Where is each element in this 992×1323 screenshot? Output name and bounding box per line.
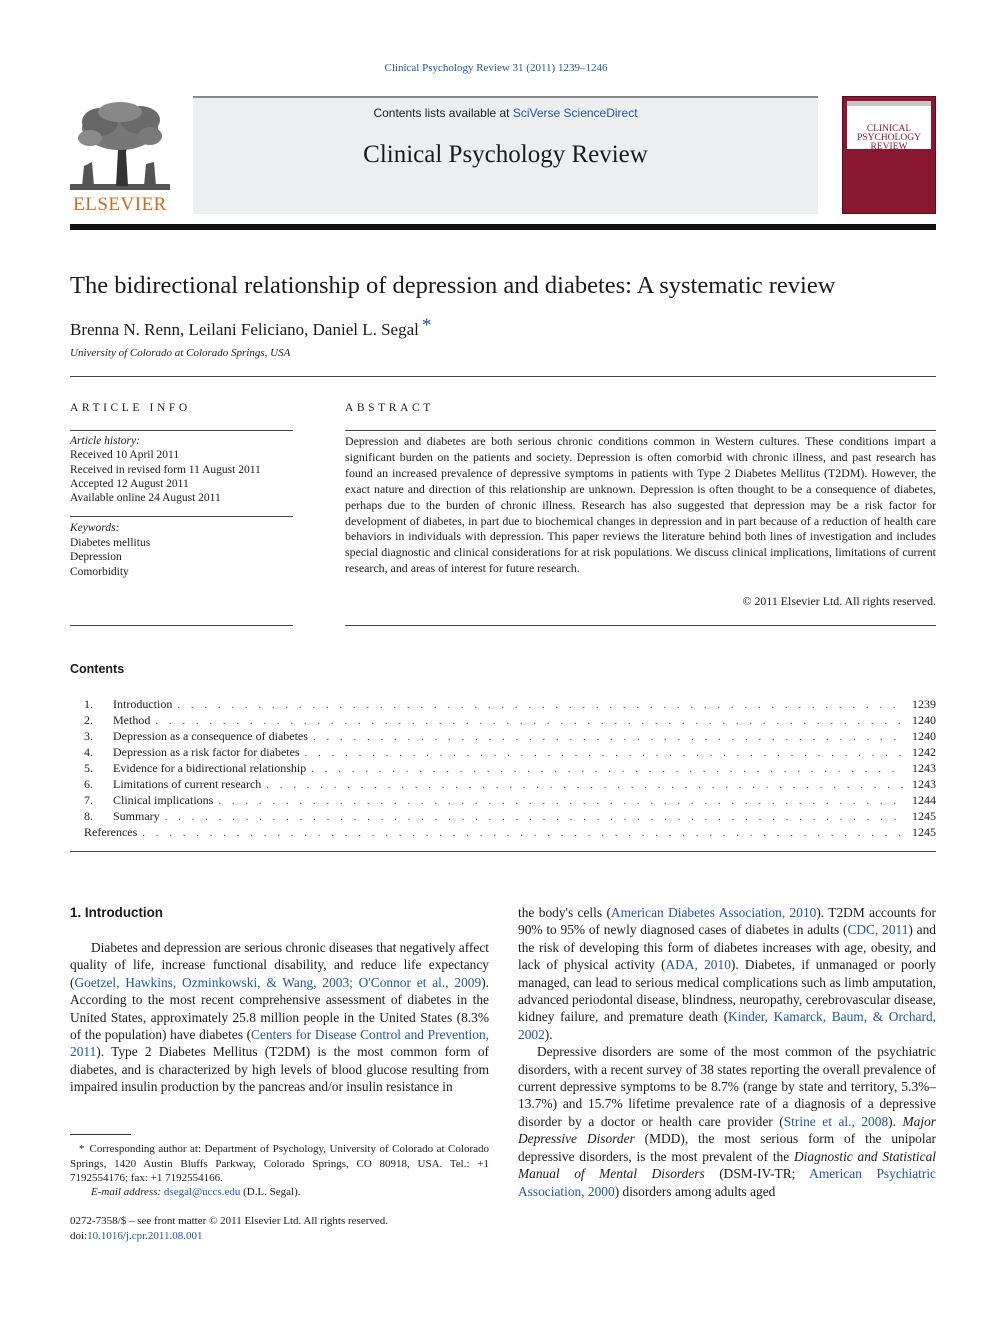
abstract-copyright: © 2011 Elsevier Ltd. All rights reserved.: [742, 594, 936, 608]
citation-link[interactable]: Goetzel, Hawkins, Ozminkowski, & Wang, 2003; O'Connor et al., 2009: [74, 974, 482, 990]
body-column-right: [518, 904, 936, 1200]
doi-line: [70, 1229, 388, 1244]
body-paragraph: [70, 939, 489, 1096]
email-label: E-mail address:: [91, 1186, 162, 1198]
footnote-rule: [70, 1134, 131, 1135]
journal-citation-link[interactable]: Clinical Psychology Review 31 (2011) 1239–1246: [384, 62, 608, 74]
abstract-divider: [345, 430, 936, 431]
toc-label: Method: [113, 713, 151, 727]
toc-label: Evidence for a bidirectional relationship: [113, 761, 307, 775]
toc-page: 1243: [912, 761, 936, 775]
abstract-heading: ABSTRACT: [345, 402, 434, 414]
section-heading-introduction: 1. Introduction: [70, 905, 163, 920]
keyword: Comorbidity: [70, 566, 129, 579]
toc-leader: [311, 763, 903, 775]
corresponding-author-mark[interactable]: *: [421, 315, 432, 336]
journal-cover[interactable]: [842, 96, 936, 214]
info-divider: [70, 516, 293, 517]
citation-link[interactable]: ADA, 2010: [665, 957, 731, 973]
abstract-text: Depression and diabetes are both serious chronic conditions common in Western cultures. These conditions impart a significant burden on the patients and society. Depression is often comorbid with chronic illness, and past research has found an increased prevalence of depressive symptoms in patients with Type 2 Diabetes Mellitus (T2DM). However, the exact nature and direction of this relationship are unknown. Depression is often thought to be a consequence of diabetes, perhaps due to the burden of chronic illness. Research has also suggested that depression may be a risk factor for development of diabetes, in part due to biochemical changes in depression and in part because of a reduction of health care behaviors in individuals with depression. This paper reviews the literature behind both lines of investigation and includes special diagnostic and clinical considerations for at risk populations. We discuss clinical implications, limitations of current research, and areas of interest for future research.: [345, 434, 936, 576]
toc-page: 1244: [912, 793, 936, 807]
citation-link[interactable]: American Diabetes Association, 2010: [610, 905, 817, 920]
toc-entry[interactable]: [84, 697, 936, 713]
keywords-label: Keywords:: [70, 522, 120, 534]
toc-label: Clinical implications: [113, 793, 214, 807]
body-text: ).: [544, 1026, 553, 1042]
authors-text: Brenna N. Renn, Leilani Feliciano, Daniel L. Segal: [70, 320, 419, 339]
toc-leader: [155, 715, 903, 727]
corresponding-author-footnote: [70, 1142, 489, 1186]
history-item: Accepted 12 August 2011: [70, 477, 189, 490]
toc-number: 7.: [84, 793, 93, 807]
toc-entry[interactable]: [84, 729, 936, 745]
history-item: Received 10 April 2011: [70, 449, 180, 462]
toc-page: 1243: [912, 777, 936, 791]
toc-label: Limitations of current research: [113, 777, 262, 791]
issn-line: 0272-7358/$ – see front matter © 2011 Elsevier Ltd. All rights reserved.: [70, 1215, 389, 1227]
toc-number: 2.: [84, 713, 93, 727]
cover-topbar: [847, 101, 931, 106]
body-column-left: [70, 939, 489, 1096]
doi-label: doi:: [70, 1229, 88, 1242]
affiliation-divider: [70, 376, 936, 377]
footnote-mark: *: [79, 1143, 85, 1155]
keyword: Depression: [70, 551, 122, 564]
body-text: ). Diabetes, if unmanaged or poorly managed, can lead to serious medical complications such as limb amputation, advanced periodontal disease, blindness, neuropathy, cerebrovascular disease, kidney failure, and premature death (: [518, 957, 936, 1025]
body-text: ) disorders among adults aged: [614, 1183, 776, 1199]
table-of-contents: [84, 697, 936, 841]
toc-leader: [165, 811, 903, 823]
toc-entry[interactable]: [84, 761, 936, 777]
article-info-heading: ARTICLE INFO: [70, 402, 191, 414]
body-text: Diabetes and depression are serious chronic diseases that negatively affect quality of life, increase functional disability, and reduce life expectancy (: [70, 940, 489, 990]
toc-page: 1245: [912, 825, 936, 839]
toc-page: 1242: [912, 745, 936, 759]
toc-leader: [313, 731, 903, 743]
info-divider: [70, 430, 293, 431]
toc-label: Depression as a consequence of diabetes: [113, 729, 308, 743]
history-item: Available online 24 August 2011: [70, 492, 221, 505]
body-text-italic: Major Depressive Disorder: [518, 1113, 936, 1147]
email-suffix: (D.L. Segal).: [240, 1186, 301, 1198]
toc-leader: [218, 795, 903, 807]
toc-page: 1245: [912, 809, 936, 823]
body-text: ).: [888, 1113, 903, 1129]
contents-availability: [193, 106, 818, 120]
contents-heading: Contents: [70, 662, 125, 676]
toc-entry[interactable]: [84, 825, 936, 841]
toc-label: Introduction: [113, 697, 173, 711]
toc-number: 8.: [84, 809, 93, 823]
toc-number: 5.: [84, 761, 93, 775]
body-text: the body's cells (: [518, 905, 611, 920]
toc-label: Depression as a risk factor for diabetes: [113, 745, 300, 759]
toc-leader: [142, 827, 903, 839]
header-divider: [70, 224, 936, 230]
body-text: Depressive disorders are some of the most common of the psychiatric disorders, with a recent survey of 38 states reporting the overall prevalence of current depressive symptoms to be 8.7% (range by state and territory, 5.3%–13.7%) and 15.7% lifetime prevalence rate of a diagnosis of a depressive disorder by a doctor or health care provider (: [518, 1044, 936, 1129]
toc-page: 1239: [912, 697, 936, 711]
citation-link[interactable]: American Psychiatric Association, 2000: [518, 1166, 936, 1199]
footnote-email: [91, 1186, 301, 1198]
citation-link[interactable]: CDC, 2011: [847, 922, 909, 938]
elsevier-logo[interactable]: [70, 100, 180, 215]
tree-icon: [70, 100, 170, 192]
body-text: ). T2DM accounts for 90% to 95% of newly diagnosed cases of diabetes in adults (: [518, 905, 936, 938]
article-history: [70, 434, 261, 505]
article-title: The bidirectional relationship of depression and diabetes: A systematic review: [70, 272, 836, 299]
history-label: Article history:: [70, 435, 140, 447]
body-text-italic: Diagnostic and Statistical Manual of Mental Disorders: [518, 1148, 936, 1182]
toc-label: References: [84, 825, 138, 839]
toc-entry[interactable]: [84, 713, 936, 729]
toc-page: 1240: [912, 729, 936, 743]
toc-page: 1240: [912, 713, 936, 727]
author-affiliation: University of Colorado at Colorado Springs, USA: [70, 347, 291, 359]
abstract-divider: [345, 625, 936, 626]
citation-link[interactable]: Kinder, Kamarck, Baum, & Orchard, 2002: [518, 1009, 936, 1042]
toc-number: 6.: [84, 777, 93, 791]
body-text: (MDD), the most serious form of the unipolar depressive disorders, is the most prevalent of the: [518, 1131, 936, 1164]
toc-entry[interactable]: [84, 793, 936, 809]
cover-title: CLINICAL PSYCHOLOGY REVIEW: [857, 124, 921, 152]
journal-title[interactable]: Clinical Psychology Review: [363, 141, 648, 168]
keywords-block: [70, 521, 150, 580]
citation-link[interactable]: Centers for Disease Control and Prevention, 2011: [70, 1027, 489, 1060]
toc-number: 3.: [84, 729, 93, 743]
toc-leader: [177, 699, 903, 711]
footnote-text: Corresponding author at: Department of Psychology, University of Colorado at Colorado Springs, 1420 Austin Bluffs Parkway, Colorado Springs, CO 80918, USA. Tel.: +1 7192554176; fax: +1 7192554166.: [70, 1143, 489, 1184]
author-list: [70, 315, 431, 340]
body-text: ). Type 2 Diabetes Mellitus (T2DM) is the most common form of diabetes, and is characterized by high levels of blood glucose resulting from impaired insulin production by the pancreas and/or insulin resistance in: [70, 1044, 489, 1095]
publisher-name: ELSEVIER: [73, 194, 167, 215]
toc-entry[interactable]: [84, 809, 936, 825]
toc-entry[interactable]: [84, 777, 936, 793]
toc-leader: [266, 779, 903, 791]
body-text: ). According to the most recent comprehensive assessment of diabetes in the United States, approximately 25.8 million people in the United States (8.3% of the population) have diabetes (: [70, 974, 489, 1043]
citation-link[interactable]: Strine et al., 2008: [783, 1113, 889, 1129]
toc-entry[interactable]: [84, 745, 936, 761]
body-paragraph: [518, 904, 936, 1043]
body-text: (DSM-IV-TR;: [704, 1166, 810, 1182]
info-divider: [70, 625, 293, 626]
toc-label: Summary: [113, 809, 160, 823]
sciencedirect-link[interactable]: SciVerse ScienceDirect: [512, 106, 638, 120]
issn-block: [70, 1214, 388, 1243]
keyword: Diabetes mellitus: [70, 536, 151, 549]
contents-divider: [70, 851, 936, 852]
toc-leader: [305, 747, 903, 759]
body-paragraph: [518, 1043, 936, 1200]
toc-number: 1.: [84, 697, 93, 711]
body-text: ) and the risk of developing this form of diabetes increases with age, obesity, and lack of physical activity (: [518, 922, 936, 973]
history-item: Received in revised form 11 August 2011: [70, 463, 261, 476]
doi-link[interactable]: 10.1016/j.cpr.2011.08.001: [87, 1229, 203, 1242]
contents-prefix: Contents lists available at: [373, 106, 513, 120]
email-link[interactable]: dsegal@uccs.edu: [163, 1186, 241, 1198]
toc-number: 4.: [84, 745, 93, 759]
